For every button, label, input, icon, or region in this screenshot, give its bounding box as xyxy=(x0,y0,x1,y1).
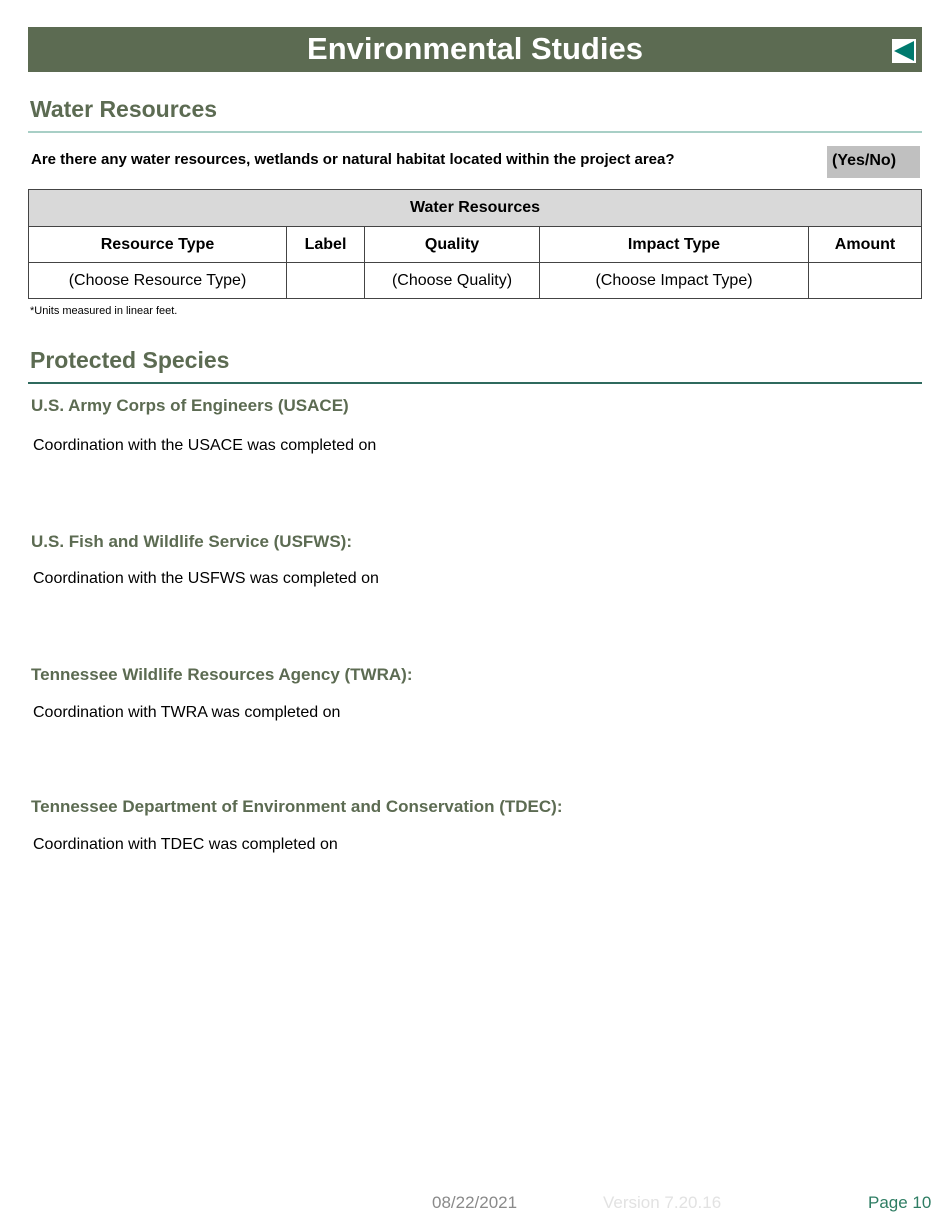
tdec-heading: Tennessee Department of Environment and Conservation (TDEC): xyxy=(31,797,563,816)
water-resources-heading: Water Resources xyxy=(30,96,218,122)
usace-heading: U.S. Army Corps of Engineers (USACE) xyxy=(31,396,349,415)
divider xyxy=(28,131,922,133)
resource-type-select[interactable]: (Choose Resource Type) xyxy=(29,263,287,299)
water-question: Are there any water resources, wetlands or natural habitat located within the project area? xyxy=(31,151,675,168)
footer-version: Version 7.20.16 xyxy=(603,1193,722,1212)
amount-field[interactable] xyxy=(809,263,922,299)
table-header-row xyxy=(29,227,922,263)
back-arrow-icon[interactable] xyxy=(892,39,916,63)
label-field[interactable] xyxy=(287,263,365,299)
col-amount: Amount xyxy=(809,227,922,263)
usfws-heading: U.S. Fish and Wildlife Service (USFWS): xyxy=(31,532,352,551)
twra-heading: Tennessee Wildlife Resources Agency (TWRA): xyxy=(31,665,413,684)
table-row xyxy=(29,263,922,299)
usfws-text: Coordination with the USFWS was completed on xyxy=(33,570,379,587)
units-note: *Units measured in linear feet. xyxy=(30,305,178,317)
yes-no-field[interactable]: (Yes/No) xyxy=(827,146,920,178)
impact-type-select[interactable]: (Choose Impact Type) xyxy=(540,263,809,299)
quality-select[interactable]: (Choose Quality) xyxy=(365,263,540,299)
tdec-text: Coordination with TDEC was completed on xyxy=(33,836,338,853)
col-resource-type: Resource Type xyxy=(29,227,287,263)
water-resources-table xyxy=(28,189,922,299)
col-label: Label xyxy=(287,227,365,263)
col-impact-type: Impact Type xyxy=(540,227,809,263)
table-caption: Water Resources xyxy=(29,190,922,227)
protected-species-heading: Protected Species xyxy=(30,347,230,373)
twra-text: Coordination with TWRA was completed on xyxy=(33,704,341,721)
usace-text: Coordination with the USACE was completed on xyxy=(33,437,377,454)
divider xyxy=(28,382,922,384)
page-title: Environmental Studies xyxy=(307,31,643,66)
footer-page-number: Page 10 xyxy=(868,1193,932,1212)
footer-date: 08/22/2021 xyxy=(432,1193,518,1212)
page-banner xyxy=(28,27,922,72)
col-quality: Quality xyxy=(365,227,540,263)
